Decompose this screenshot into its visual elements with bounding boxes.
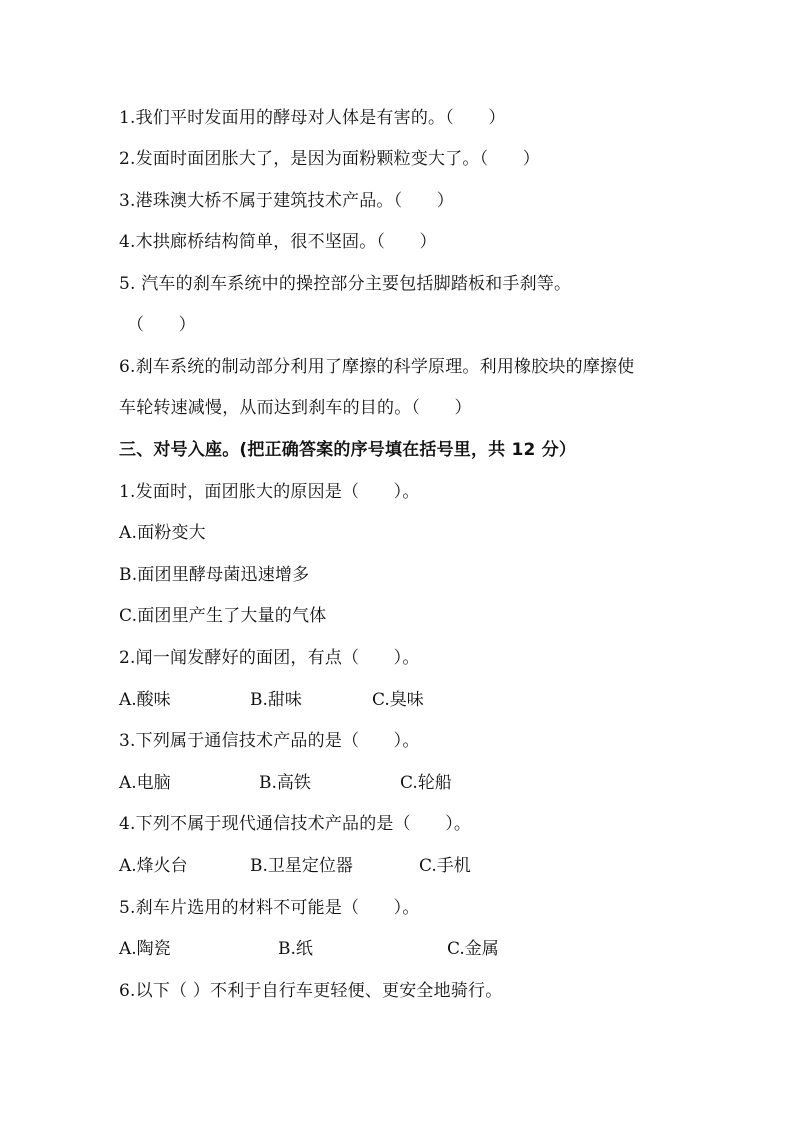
- judgement-item-2: 2.发面时面团胀大了，是因为面粉颗粒变大了。（ ）: [119, 149, 540, 169]
- judgement-item-5-bracket: （ ）: [127, 315, 196, 335]
- question-5-option-a: A.陶瓷: [119, 939, 171, 959]
- question-5-option-b: B.纸: [278, 939, 313, 959]
- judgement-item-1: 1.我们平时发面用的酵母对人体是有害的。（ ）: [119, 108, 506, 128]
- question-2-option-c: C.臭味: [372, 690, 424, 710]
- question-2-option-b: B.甜味: [250, 690, 302, 710]
- judgement-item-6-cont: 车轮转速减慢，从而达到刹车的目的。（ ）: [119, 398, 472, 418]
- question-4-option-a: A.烽火台: [119, 856, 188, 876]
- question-4-stem: 4.下列不属于现代通信技术产品的是（ ）。: [119, 814, 472, 834]
- question-3-option-b: B.高铁: [259, 773, 311, 793]
- question-1-option-b: B.面团里酵母菌迅速增多: [119, 565, 310, 585]
- judgement-item-3: 3.港珠澳大桥不属于建筑技术产品。（ ）: [119, 191, 454, 211]
- question-3-option-c: C.轮船: [400, 773, 452, 793]
- question-1-option-c: C.面团里产生了大量的气体: [119, 606, 327, 626]
- question-1-option-a: A.面粉变大: [119, 523, 206, 543]
- section-heading: 三、对号入座。(把正确答案的序号填在括号里，共 12 分）: [119, 440, 577, 460]
- question-5-stem: 5.刹车片选用的材料不可能是（ ）。: [119, 898, 420, 918]
- judgement-item-5: 5. 汽车的刹车系统中的操控部分主要包括脚踏板和手刹等。: [119, 274, 572, 294]
- question-4-option-c: C.手机: [419, 856, 471, 876]
- judgement-item-4: 4.木拱廊桥结构简单，很不坚固。（ ）: [119, 232, 437, 252]
- question-6-stem: 6.以下（ ）不利于自行车更轻便、更安全地骑行。: [119, 981, 503, 1001]
- question-3-option-a: A.电脑: [119, 773, 171, 793]
- question-5-option-c: C.金属: [447, 939, 499, 959]
- question-3-stem: 3.下列属于通信技术产品的是（ ）。: [119, 731, 420, 751]
- question-4-option-b: B.卫星定位器: [250, 856, 353, 876]
- question-2-stem: 2.闻一闻发酵好的面团，有点（ ）。: [119, 648, 420, 668]
- question-2-option-a: A.酸味: [119, 690, 171, 710]
- judgement-item-6: 6.刹车系统的制动部分利用了摩擦的科学原理。利用橡胶块的摩擦使: [119, 357, 635, 377]
- question-1-stem: 1.发面时，面团胀大的原因是（ ）。: [119, 482, 420, 502]
